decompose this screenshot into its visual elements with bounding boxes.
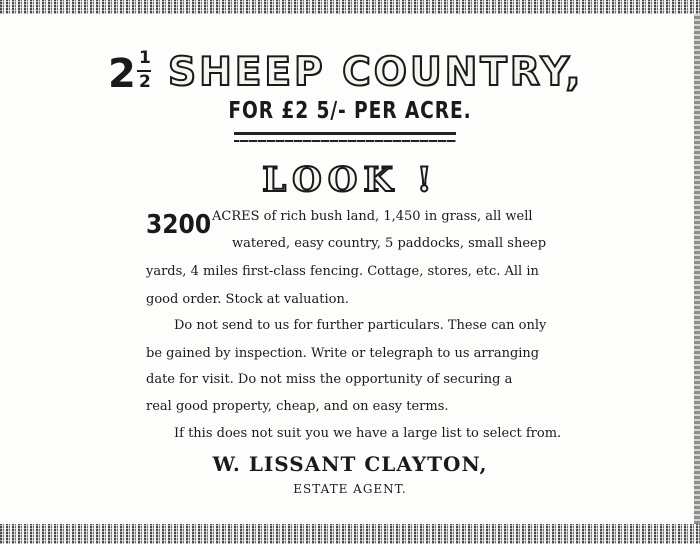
agent-name: W. LISSANT CLAYTON, — [212, 452, 488, 476]
right-edge-rule — [694, 14, 700, 524]
divider-rule — [234, 132, 456, 135]
body-line: real good property, cheap, and on easy terms. — [146, 399, 449, 414]
bottom-border — [0, 524, 700, 544]
fraction-two-and-a-half — [108, 48, 154, 104]
body-line: If this does not suit you we have a large list to select from. — [174, 426, 562, 441]
body-line: date for visit. Do not miss the opportunity of securing a — [146, 372, 513, 387]
top-border — [0, 0, 700, 14]
headline-block — [100, 48, 620, 104]
look-heading: LOOK ! — [262, 160, 438, 200]
body-line: good order. Stock at valuation. — [146, 292, 349, 307]
fraction-denominator: 2 — [139, 72, 151, 92]
body-line: watered, easy country, 5 paddocks, small sheep — [232, 236, 547, 251]
fraction-whole: 2 — [108, 51, 136, 97]
price-subheadline: FOR £2 5/- PER ACRE. — [228, 98, 472, 124]
body-line: yards, 4 miles first-class fencing. Cottage, stores, etc. All in — [146, 264, 539, 279]
agent-title: ESTATE AGENT. — [293, 482, 407, 496]
body-line: ACRES of rich bush land, 1,450 in grass, all well — [212, 209, 533, 224]
body-line: be gained by inspection. Write or telegraph to us arranging — [146, 346, 540, 361]
acreage-number: 3200 — [146, 210, 212, 240]
divider-rule-dashed — [234, 140, 456, 142]
body-line: Do not send to us for further particulars. These can only — [174, 318, 547, 333]
headline: SHEEP COUNTRY, — [168, 50, 584, 95]
fraction-numerator: 1 — [139, 48, 151, 68]
